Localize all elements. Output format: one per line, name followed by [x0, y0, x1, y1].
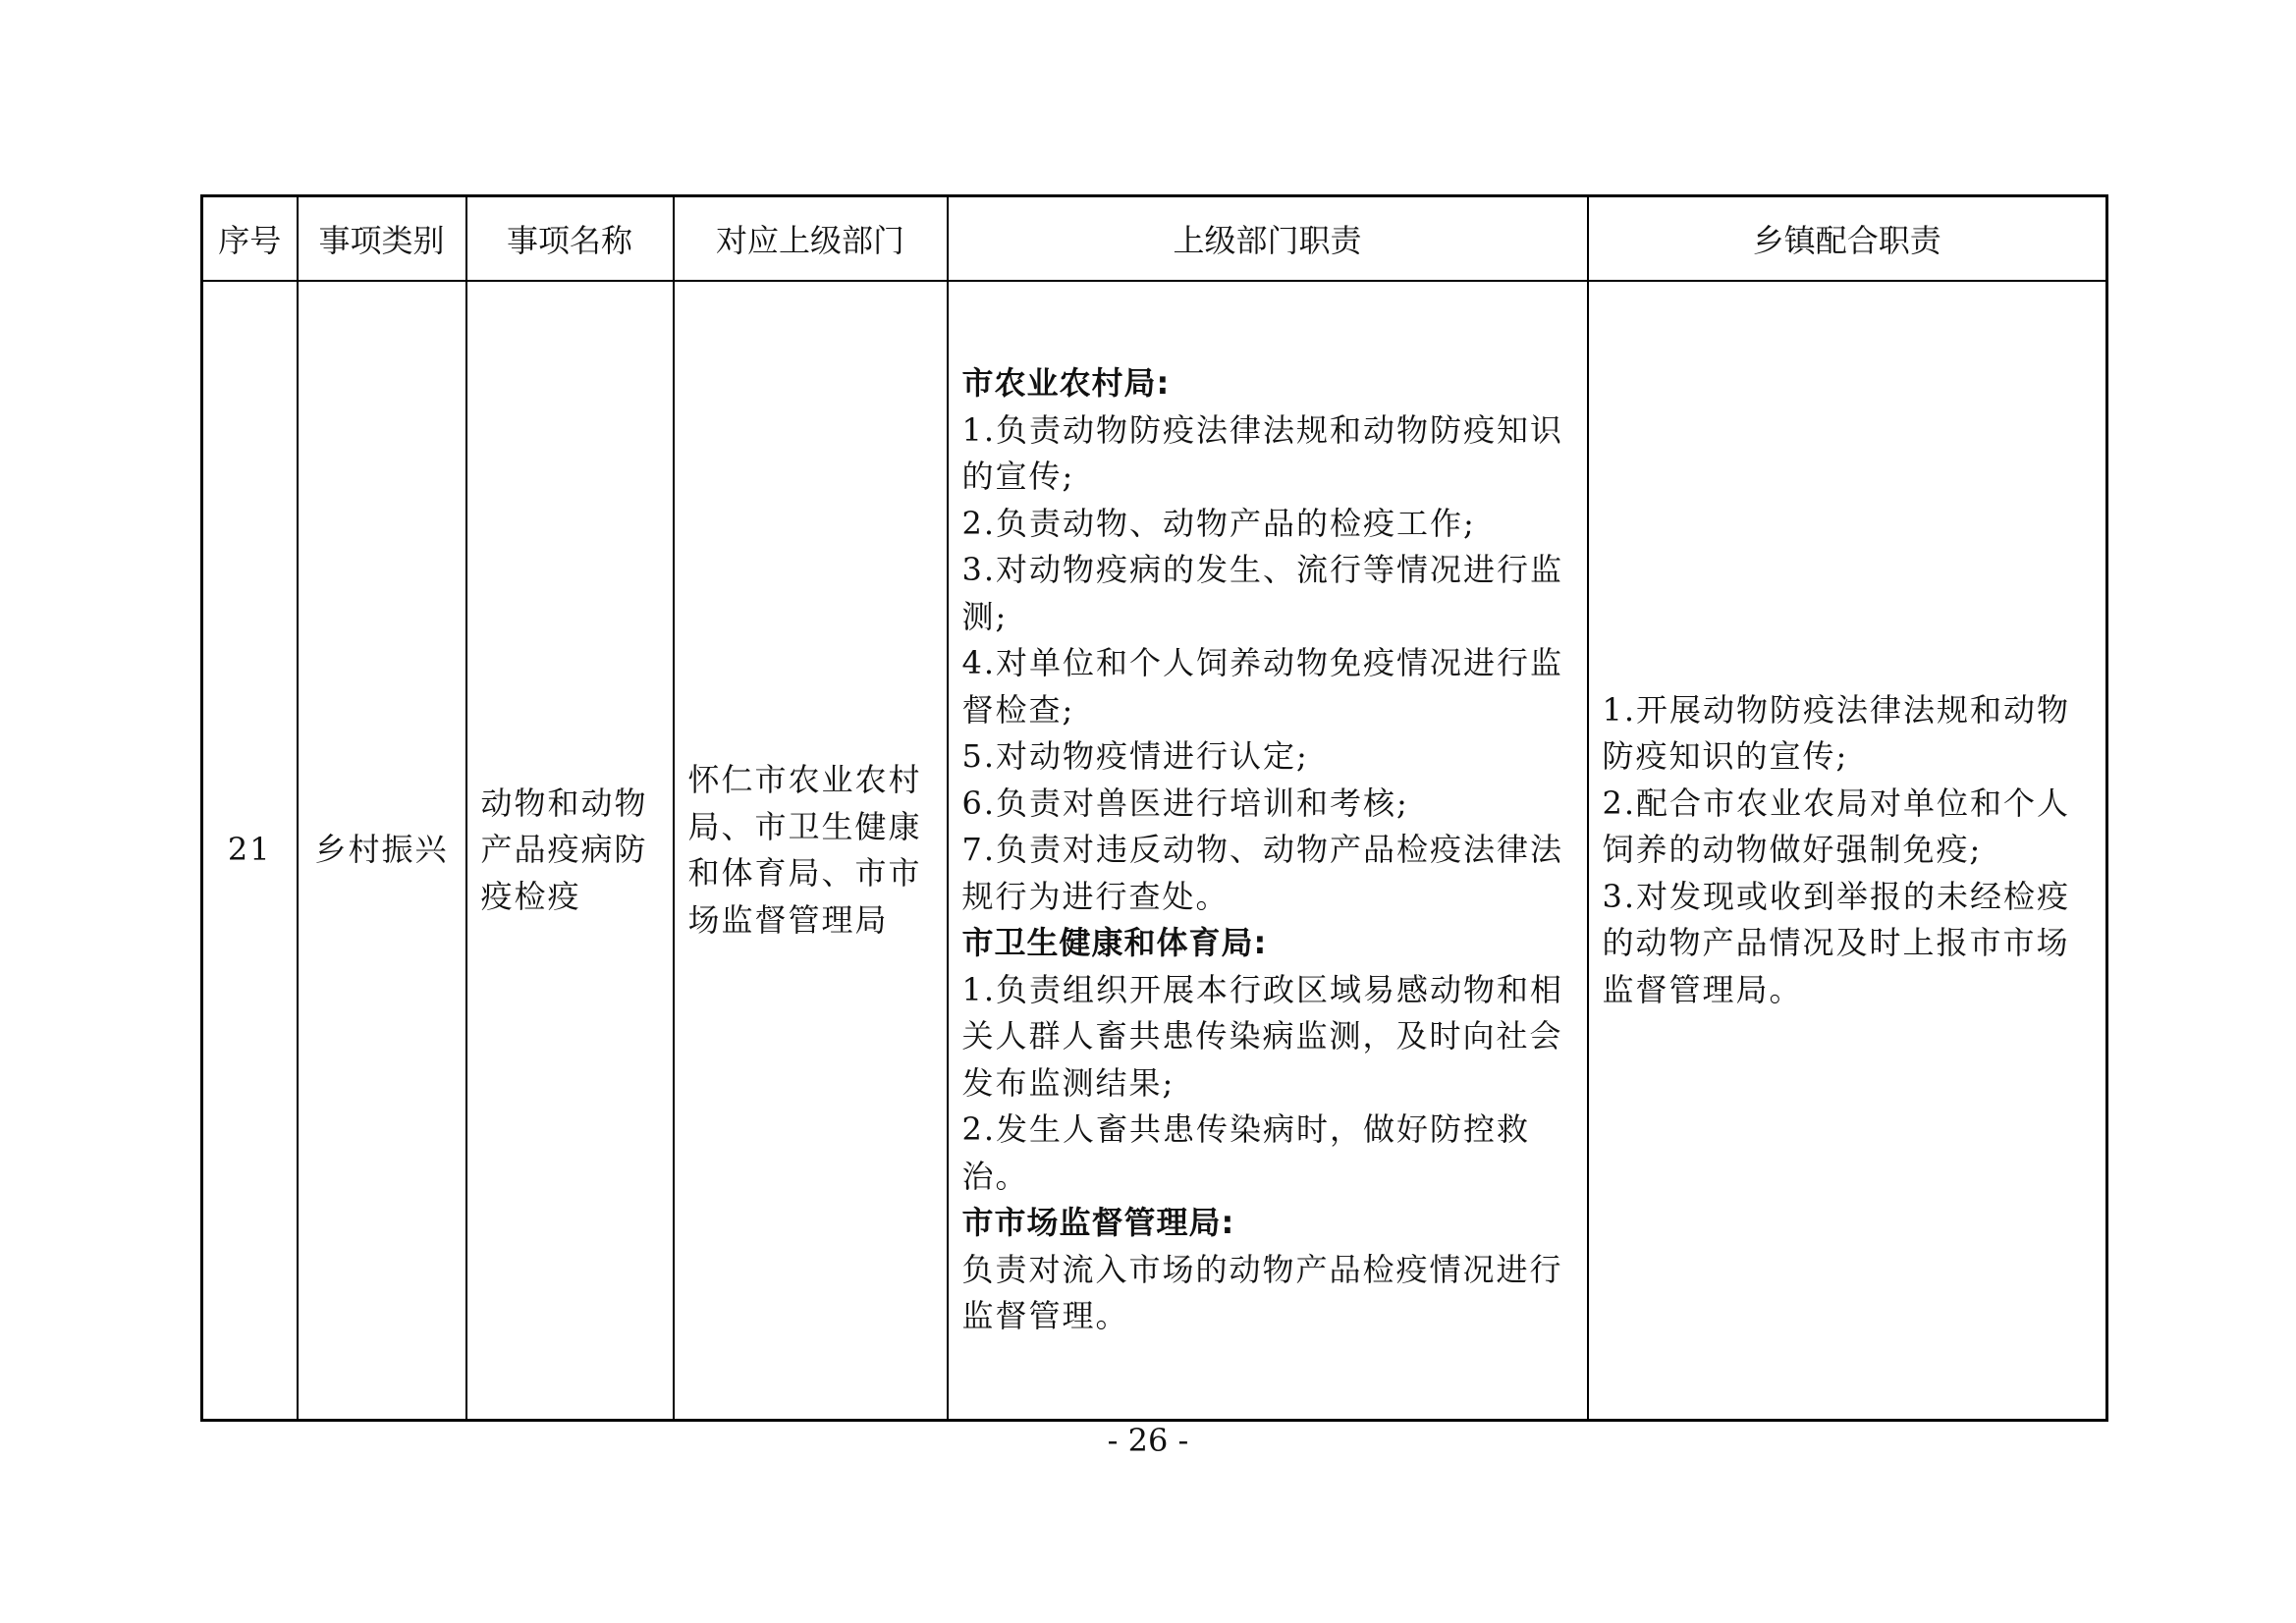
town-duties: [1588, 281, 2107, 1421]
town-duty-item: 3.对发现或收到举报的未经检疫的动物产品情况及时上报市市场监督管理局。: [1602, 877, 2071, 1008]
dept-heading: 市农业农村局:: [961, 364, 1171, 403]
table-row: [202, 281, 2107, 1421]
superior-dept: 怀仁市农业农村局、市卫生健康和体育局、市市场监督管理局: [674, 281, 948, 1421]
duty-item: 5.对动物疫情进行认定;: [961, 737, 1309, 776]
header-cell: 事项类别: [298, 196, 466, 282]
superior-duties: [948, 281, 1588, 1421]
dept-heading: 市市场监督管理局:: [961, 1204, 1235, 1242]
town-duty-item: 2.配合市农业农局对单位和个人饲养的动物做好强制免疫;: [1602, 784, 2071, 869]
item-category: 乡村振兴: [298, 281, 466, 1421]
item-name: 动物和动物产品疫病防疫检疫: [466, 281, 674, 1421]
header-cell: 对应上级部门: [674, 196, 948, 282]
duty-item: 6.负责对兽医进行培训和考核;: [961, 784, 1409, 822]
duty-item: 2.发生人畜共患传染病时，做好防控救治。: [961, 1110, 1531, 1195]
duty-item: 7.负责对违反动物、动物产品检疫法律法规行为进行查处。: [961, 831, 1564, 915]
duty-item: 负责对流入市场的动物产品检疫情况进行监督管理。: [961, 1250, 1563, 1335]
row-number: 21: [202, 281, 298, 1421]
header-row: [202, 196, 2107, 282]
dept-heading: 市卫生健康和体育局:: [961, 924, 1268, 962]
duty-item: 1.负责组织开展本行政区域易感动物和相关人群人畜共患传染病监测，及时向社会发布监测结果;: [961, 970, 1564, 1102]
duty-item: 2.负责动物、动物产品的检疫工作;: [961, 504, 1476, 542]
header-cell: 上级部门职责: [948, 196, 1588, 282]
duty-item: 4.对单位和个人饲养动物免疫情况进行监督检查;: [961, 644, 1564, 729]
duty-item: 3.对动物疫病的发生、流行等情况进行监测;: [961, 551, 1564, 635]
header-cell: 序号: [202, 196, 298, 282]
duty-item: 1.负责动物防疫法律法规和动物防疫知识的宣传;: [961, 410, 1564, 496]
header-cell: 乡镇配合职责: [1588, 196, 2107, 282]
page-number: - 26 -: [1107, 1422, 1189, 1459]
duty-table: [200, 194, 2108, 1422]
town-duty-item: 1.开展动物防疫法律法规和动物防疫知识的宣传;: [1602, 690, 2071, 776]
header-cell: 事项名称: [466, 196, 674, 282]
